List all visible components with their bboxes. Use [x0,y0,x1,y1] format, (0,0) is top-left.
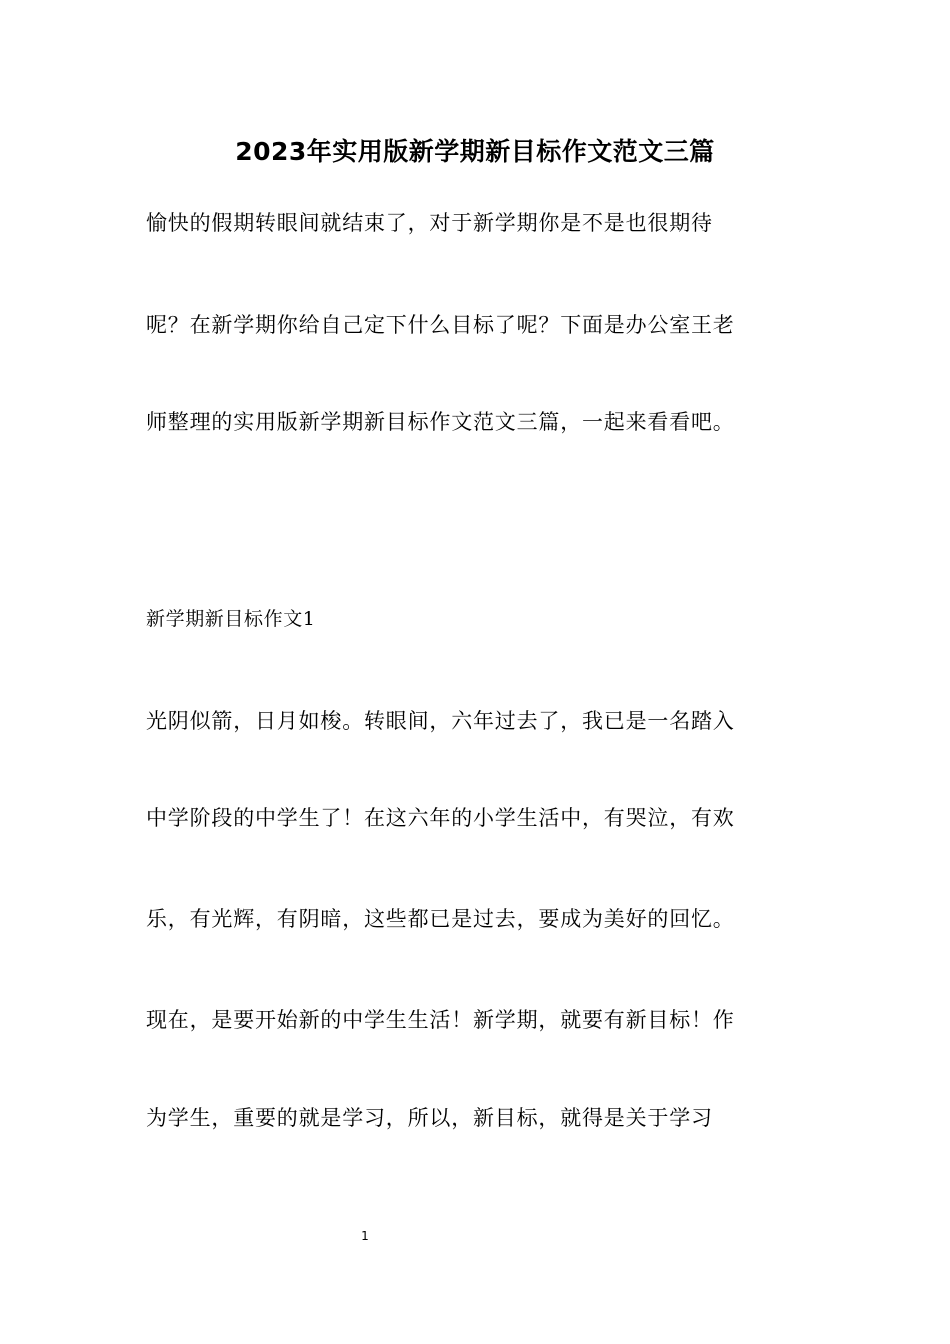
document-title: 2023年实用版新学期新目标作文范文三篇 [235,137,715,166]
section-heading: 新学期新目标作文1 [146,608,316,630]
body-line-5: 为学生，重要的就是学习，所以，新目标，就得是关于学习 [146,1106,713,1130]
body-line-1: 光阴似箭，日月如梭。转眼间，六年过去了，我已是一名踏入 [146,709,735,733]
intro-line-2: 呢？在新学期你给自己定下什么目标了呢？下面是办公室王老 [146,313,735,337]
body-line-2: 中学阶段的中学生了！在这六年的小学生活中，有哭泣，有欢 [146,806,735,830]
intro-line-3: 师整理的实用版新学期新目标作文范文三篇，一起来看看吧。 [146,410,735,434]
body-line-3: 乐，有光辉，有阴暗，这些都已是过去，要成为美好的回忆。 [146,907,735,931]
intro-line-1: 愉快的假期转眼间就结束了，对于新学期你是不是也很期待 [146,211,713,235]
body-line-4: 现在，是要开始新的中学生生活！新学期，就要有新目标！作 [146,1008,735,1032]
page-number: 1 [361,1229,369,1243]
